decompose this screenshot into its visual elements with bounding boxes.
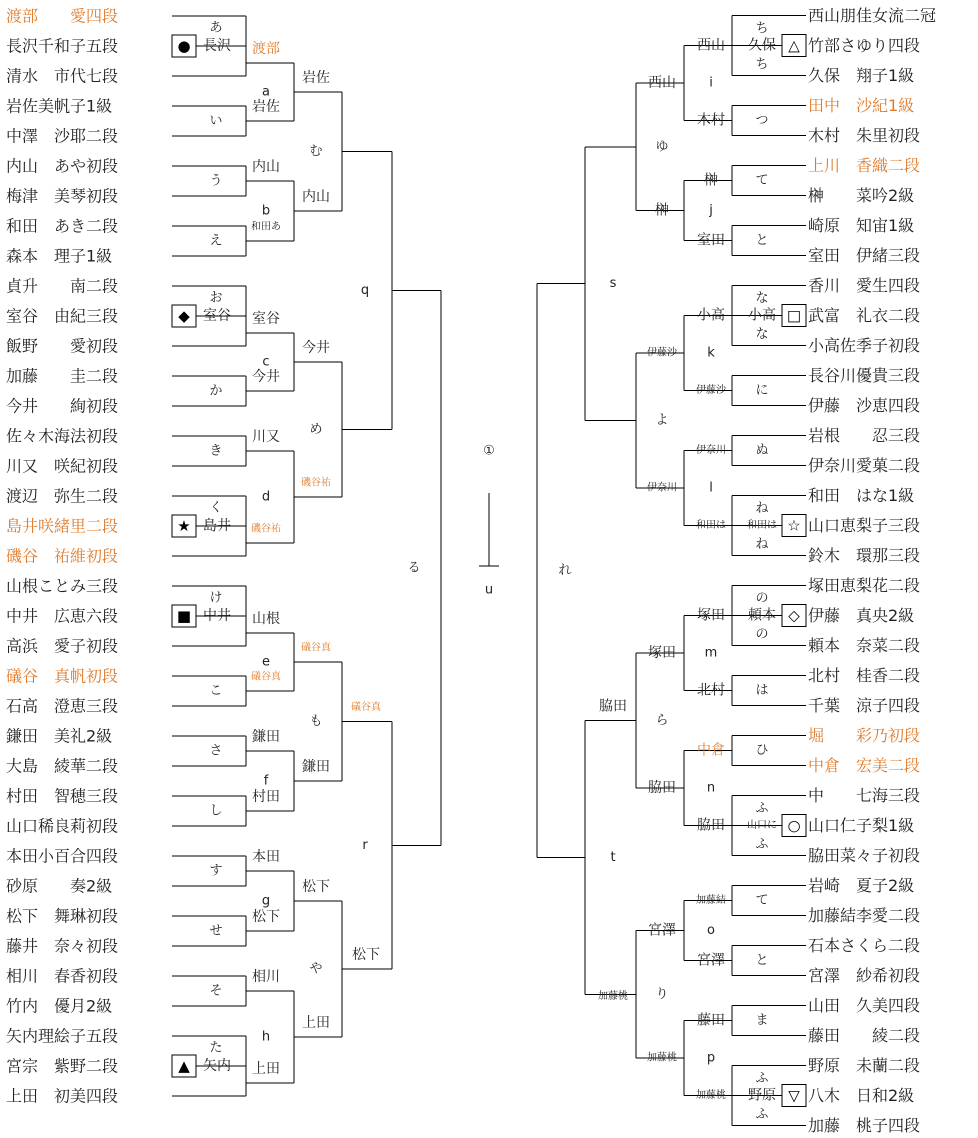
match-label: さ	[209, 743, 223, 759]
round1-winner: 加藤結	[696, 895, 726, 906]
player-name-right: 上川 香織二段	[808, 156, 921, 175]
seed-symbol: ●	[177, 37, 191, 55]
seed-symbol: ▲	[178, 1057, 190, 1075]
player-name-right: 小高佐季子初段	[808, 336, 921, 355]
round1-winner: 礒谷真	[251, 671, 281, 683]
match-label: f	[263, 773, 269, 789]
round2-winner: 今井	[302, 340, 330, 356]
match-label: e	[262, 654, 270, 670]
player-name-right: 香川 愛生四段	[808, 276, 921, 295]
final-label: ①	[483, 443, 495, 459]
match-label: い	[209, 113, 223, 129]
round2-winner: 上田	[302, 1015, 330, 1031]
match-label: な	[755, 291, 769, 306]
seed-name: 山口に	[747, 820, 777, 831]
seed-symbol: ▽	[788, 1086, 800, 1105]
match-label: と	[755, 953, 769, 968]
player-name-right: 宮澤 紗希初段	[808, 966, 921, 985]
seed-name: 室谷	[203, 308, 231, 324]
round1-winner: 脇田	[697, 817, 725, 834]
round3-winner: 脇田	[599, 698, 627, 715]
match-label: b	[261, 203, 271, 219]
bracket-texts	[6, 6, 936, 1135]
round2-winner: 西山	[648, 75, 676, 91]
player-name-right: 千葉 涼子四段	[808, 696, 921, 715]
match-label: え	[209, 233, 223, 249]
match-label: d	[261, 489, 271, 505]
round1-winner: 加藤桃	[696, 1090, 726, 1101]
seed-symbol: △	[788, 36, 800, 55]
match-label: む	[309, 144, 323, 159]
round3-winner: 加藤桃	[598, 990, 628, 1002]
round1-winner: 村田	[252, 789, 280, 805]
match-label: た	[209, 1040, 223, 1056]
round1-winner: 山根	[252, 611, 280, 627]
player-name-left: 矢内理絵子五段	[6, 1026, 119, 1046]
seed-name: 野原	[748, 1087, 776, 1104]
player-name-left: 岩佐美帆子1級	[6, 96, 113, 116]
match-label: れ	[558, 563, 572, 578]
player-name-left: 藤井 奈々初段	[6, 936, 119, 956]
player-name-left: 佐々木海法初段	[6, 426, 119, 446]
match-label: く	[209, 500, 223, 516]
player-name-right: 山口仁子梨1級	[808, 816, 915, 835]
seed-symbol: ◇	[788, 606, 800, 625]
match-label: き	[209, 443, 223, 459]
player-name-right: 久保 翔子1級	[808, 66, 915, 85]
player-name-left: 清水 市代七段	[6, 66, 119, 86]
round1-winner: 相川	[252, 969, 280, 985]
player-name-right: 野原 未蘭二段	[808, 1056, 921, 1075]
match-label: q	[360, 283, 370, 298]
seed-name: 頼本	[748, 607, 776, 624]
round1-winner: 磯谷祐	[251, 523, 281, 535]
player-name-left: 貞升 南二段	[6, 276, 119, 296]
player-name-right: 岩根 忍三段	[808, 426, 921, 445]
match-label: ね	[755, 501, 769, 516]
round2-winner: 鎌田	[302, 759, 330, 775]
match-label: ふ	[755, 1107, 769, 1122]
round2-winner: 塚田	[648, 645, 676, 661]
player-name-left: 中澤 沙耶二段	[6, 126, 119, 146]
player-name-left: 飯野 愛初段	[6, 336, 119, 356]
match-label: ふ	[755, 801, 769, 816]
player-name-right: 崎原 知宙1級	[808, 216, 915, 235]
player-name-left: 磯谷 祐維初段	[6, 546, 119, 566]
round1-winner: 渡部	[252, 41, 280, 57]
seed-name: 矢内	[203, 1058, 231, 1074]
player-name-right: 脇田菜々子初段	[808, 846, 921, 865]
match-label: g	[261, 893, 271, 909]
player-name-right: 藤田 綾二段	[808, 1026, 921, 1045]
player-name-left: 室谷 由紀三段	[6, 306, 119, 326]
match-label: あ	[209, 20, 223, 36]
match-label: o	[707, 923, 715, 938]
player-name-right: 堀 彩乃初段	[808, 726, 921, 745]
match-label: け	[209, 590, 223, 606]
player-name-right: 加藤 桃子四段	[808, 1116, 921, 1135]
player-name-right: 伊奈川愛菓二段	[808, 456, 921, 475]
player-name-left: 石高 澄恵三段	[6, 696, 119, 716]
player-name-left: 竹内 優月2級	[6, 996, 113, 1016]
match-label: ゆ	[655, 139, 669, 155]
match-label: r	[362, 837, 368, 853]
player-name-left: 内山 あや初段	[6, 156, 119, 176]
match-label: m	[704, 645, 718, 661]
player-name-left: 梅津 美琴初段	[6, 186, 119, 206]
round1-winner: 鎌田	[252, 729, 280, 745]
player-name-right: 伊藤 真央2級	[808, 606, 915, 625]
player-name-right: 長谷川優貴三段	[808, 366, 921, 385]
match-label: な	[755, 327, 769, 342]
round2-winner: 宮澤	[648, 922, 676, 939]
player-name-right: 竹部さゆり四段	[808, 36, 921, 55]
match-label: ぬ	[755, 443, 769, 458]
seed-symbol: ○	[787, 816, 801, 835]
player-name-left: 松下 舞琳初段	[6, 906, 119, 926]
round1-winner: 伊奈川	[696, 445, 726, 456]
match-label: も	[309, 714, 323, 729]
player-name-left: 鎌田 美礼2級	[6, 726, 113, 746]
player-name-right: 木村 朱里初段	[808, 126, 921, 145]
match-label: す	[209, 863, 223, 879]
player-name-left: 加藤 圭二段	[6, 366, 119, 386]
player-name-right: 榊 菜吟2級	[808, 186, 915, 205]
match-label: よ	[655, 413, 669, 428]
seed-symbol: ◆	[178, 307, 190, 325]
match-label: て	[755, 173, 769, 188]
player-name-left: 島井咲緒里二段	[6, 516, 119, 536]
round2-winner: 榊	[655, 202, 669, 219]
player-name-right: 西山朋佳女流二冠	[808, 6, 937, 25]
match-label: う	[209, 173, 223, 189]
seed-name: 小高	[748, 307, 776, 324]
player-name-left: 和田 あき二段	[6, 216, 119, 236]
player-name-left: 中井 広恵六段	[6, 606, 119, 626]
match-label: p	[706, 1050, 716, 1066]
seed-name: 中井	[203, 608, 231, 624]
seed-name: 長沢	[203, 38, 231, 54]
round1-winner: 和田あ	[251, 221, 281, 233]
player-name-right: 中 七海三段	[808, 786, 921, 805]
match-label: つ	[755, 113, 769, 128]
round2-winner: 伊奈川	[647, 482, 677, 494]
player-name-right: 田中 沙紀1級	[808, 96, 915, 115]
final-sub-label: u	[484, 582, 494, 598]
round1-winner: 木村	[697, 112, 725, 129]
match-label: ち	[755, 57, 769, 72]
player-name-left: 今井 絢初段	[6, 396, 119, 416]
round1-winner: 塚田	[697, 607, 725, 624]
round1-winner: 室田	[697, 232, 725, 249]
round1-winner: 中倉	[697, 742, 725, 759]
player-name-left: 相川 春香初段	[6, 966, 119, 986]
round1-winner: 北村	[697, 682, 725, 699]
player-name-right: 北村 桂香二段	[808, 666, 921, 685]
seed-symbol: ★	[177, 517, 191, 535]
match-label: ね	[755, 537, 769, 552]
round3-winner: 松下	[352, 947, 380, 963]
round2-winner: 磯谷祐	[301, 477, 331, 489]
player-name-right: 八木 日和2級	[808, 1086, 915, 1105]
match-label: n	[706, 780, 716, 796]
match-label: l	[709, 480, 713, 496]
round2-winner: 内山	[302, 189, 330, 205]
match-label: て	[755, 893, 769, 908]
match-label: h	[261, 1029, 271, 1045]
match-label: と	[755, 233, 769, 248]
player-name-left: 礒谷 真帆初段	[6, 666, 119, 686]
match-label: j	[709, 203, 713, 218]
match-label: お	[209, 290, 223, 306]
round1-winner: 宮澤	[697, 952, 725, 969]
match-label: k	[707, 345, 715, 361]
match-label: の	[755, 627, 769, 642]
player-name-right: 室田 伊緒三段	[808, 246, 921, 265]
player-name-right: 伊藤 沙恵四段	[808, 396, 921, 415]
round1-winner: 川又	[252, 429, 280, 445]
player-name-left: 高浜 愛子初段	[6, 636, 119, 656]
player-name-right: 石本さくら二段	[808, 936, 921, 955]
player-name-right: 中倉 宏美二段	[808, 756, 921, 775]
round1-winner: 内山	[252, 159, 280, 175]
match-label: そ	[209, 983, 223, 999]
player-name-left: 山口稀良莉初段	[6, 816, 119, 836]
match-label: ひ	[755, 743, 769, 758]
match-label: に	[755, 383, 769, 398]
round1-winner: 榊	[704, 172, 718, 189]
player-name-left: 村田 智穂三段	[6, 786, 119, 806]
match-label: る	[407, 560, 421, 576]
player-name-right: 武富 礼衣二段	[808, 306, 921, 325]
seed-boxes	[172, 35, 806, 1107]
match-label: c	[262, 354, 270, 370]
player-name-left: 川又 咲紀初段	[6, 456, 119, 476]
match-label: s	[609, 276, 617, 292]
round2-winner: 加藤桃	[647, 1052, 677, 1064]
player-name-left: 山根ことみ三段	[6, 576, 119, 596]
player-name-right: 塚田恵梨花二段	[808, 576, 921, 595]
player-name-right: 加藤結李愛二段	[808, 906, 921, 925]
player-name-left: 大島 綾華二段	[6, 756, 119, 776]
match-label: か	[209, 383, 223, 399]
seed-symbol: ☆	[787, 516, 801, 535]
match-label: ふ	[755, 1071, 769, 1086]
player-name-left: 渡辺 弥生二段	[6, 486, 119, 506]
player-name-right: 山田 久美四段	[808, 996, 921, 1015]
player-name-right: 頼本 奈菜二段	[808, 636, 921, 655]
seed-symbol: □	[786, 306, 802, 325]
seed-name: 和田は	[747, 520, 777, 531]
round2-winner: 岩佐	[302, 70, 330, 86]
round1-winner: 藤田	[697, 1012, 725, 1029]
round1-winner: 今井	[252, 369, 280, 385]
match-label: ま	[755, 1013, 769, 1028]
match-label: し	[209, 803, 223, 819]
player-name-right: 和田 はな1級	[808, 486, 915, 505]
player-name-right: 山口恵梨子三段	[808, 516, 921, 535]
round3-winner: 礒谷真	[351, 702, 381, 713]
seed-name: 久保	[748, 37, 776, 54]
match-label: i	[709, 75, 713, 91]
round2-winner: 伊藤沙	[647, 347, 677, 359]
match-label: や	[309, 961, 323, 977]
round2-winner: 脇田	[648, 780, 676, 796]
round1-winner: 伊藤沙	[696, 385, 726, 396]
round1-winner: 本田	[252, 849, 280, 865]
round1-winner: 岩佐	[252, 99, 280, 115]
round1-winner: 松下	[252, 909, 280, 925]
round1-winner: 和田は	[696, 520, 726, 531]
player-name-left: 森本 理子1級	[6, 246, 113, 266]
match-label: t	[610, 849, 616, 865]
player-name-left: 上田 初美四段	[6, 1086, 119, 1106]
match-label: め	[309, 422, 323, 437]
round1-winner: 小高	[697, 307, 725, 324]
round1-winner: 上田	[252, 1061, 280, 1077]
player-name-left: 渡部 愛四段	[6, 6, 119, 26]
player-name-right: 岩崎 夏子2級	[808, 876, 915, 895]
match-label: ち	[755, 21, 769, 36]
round1-winner: 西山	[697, 37, 725, 54]
match-label: せ	[209, 923, 223, 939]
player-name-left: 宮宗 紫野二段	[6, 1056, 119, 1076]
seed-name: 島井	[203, 518, 231, 534]
seed-symbol: ■	[176, 607, 192, 625]
match-label: ふ	[755, 837, 769, 852]
match-label: は	[755, 683, 769, 698]
player-name-right: 鈴木 環那三段	[808, 546, 921, 565]
player-name-left: 砂原 奏2級	[6, 876, 113, 896]
player-name-left: 本田小百合四段	[6, 846, 119, 866]
match-label: a	[262, 84, 270, 100]
match-label: ら	[655, 713, 669, 728]
player-name-left: 長沢千和子五段	[6, 36, 119, 56]
match-label: の	[755, 591, 769, 606]
match-label: り	[655, 986, 669, 1002]
round2-winner: 松下	[302, 879, 330, 895]
match-label: こ	[209, 683, 223, 699]
round1-winner: 室谷	[252, 311, 280, 327]
round2-winner: 礒谷真	[301, 642, 331, 654]
